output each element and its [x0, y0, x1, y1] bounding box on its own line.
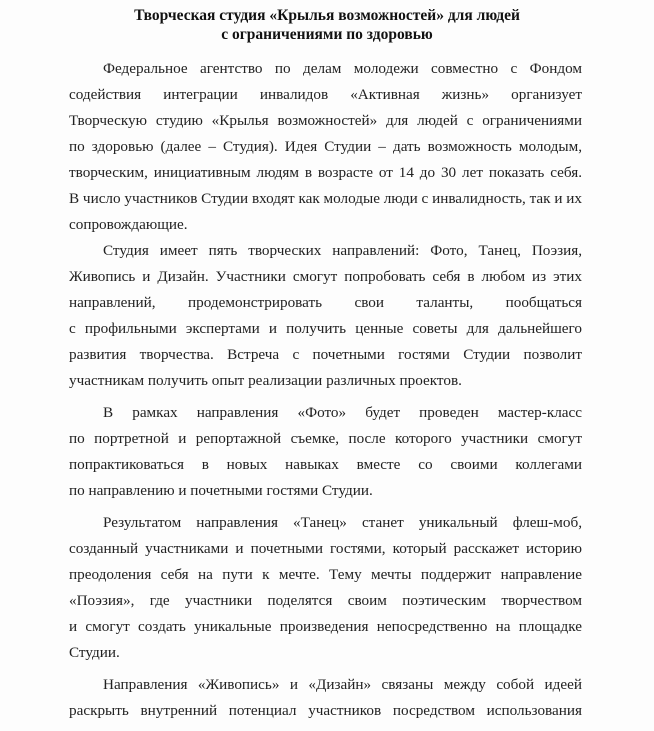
- text-line: преодоления себя на пути к мечте. Тему мечты поддержит направление: [69, 566, 582, 583]
- text-line: участникам получить опыт реализации различных проектов.: [69, 372, 462, 389]
- text-line: В число участников Студии входят как молодые люди с инвалидность, так и их: [69, 190, 582, 207]
- text-line: развития творчества. Встреча с почетными гостями Студии позволит: [69, 346, 582, 363]
- text-line: «Поэзия», где участники поделятся своим поэтическим творчеством: [69, 592, 582, 609]
- text-line: Студии.: [69, 644, 120, 661]
- text-line: по портретной и репортажной съемке, после которого участники смогут: [69, 430, 582, 447]
- text-line: сопровождающие.: [69, 216, 188, 233]
- text-line: созданный участниками и почетными гостями, который расскажет историю: [69, 540, 582, 557]
- document-title-line-2: с ограничениями по здоровью: [221, 26, 433, 43]
- text-line: Живопись и Дизайн. Участники смогут попробовать себя в любом из этих: [69, 268, 582, 285]
- text-line: направлений, продемонстрировать свои таланты, пообщаться: [69, 294, 582, 311]
- text-line: по направлению и почетными гостями Студии.: [69, 482, 373, 499]
- document-title-line-1: Творческая студия «Крылья возможностей» для людей: [134, 7, 520, 24]
- text-line: творческим, инициативным людям в возрасте от 14 до 30 лет показать себя.: [69, 164, 582, 181]
- text-line: раскрыть внутренний потенциал участников посредством использования: [69, 702, 582, 719]
- text-line: Творческую студию «Крылья возможностей» для людей с ограничениями: [69, 112, 582, 129]
- text-line: с профильными экспертами и получить ценные советы для дальнейшего: [69, 320, 582, 337]
- text-line: Студия имеет пять творческих направлений: Фото, Танец, Поэзия,: [103, 242, 582, 259]
- text-line: попрактиковаться в новых навыках вместе со своими коллегами: [69, 456, 582, 473]
- text-line: Направления «Живопись» и «Дизайн» связаны между собой идеей: [103, 676, 582, 693]
- text-line: по здоровью (далее – Студия). Идея Студии – дать возможность молодым,: [69, 138, 582, 155]
- text-line: Федеральное агентство по делам молодежи совместно с Фондом: [103, 60, 582, 77]
- text-line: содействия интеграции инвалидов «Активная жизнь» организует: [69, 86, 582, 103]
- text-line: и смогут создать уникальные произведения непосредственно на площадке: [69, 618, 582, 635]
- text-line: В рамках направления «Фото» будет проведен мастер-класс: [103, 404, 582, 421]
- text-line: Результатом направления «Танец» станет уникальный флеш-моб,: [103, 514, 582, 531]
